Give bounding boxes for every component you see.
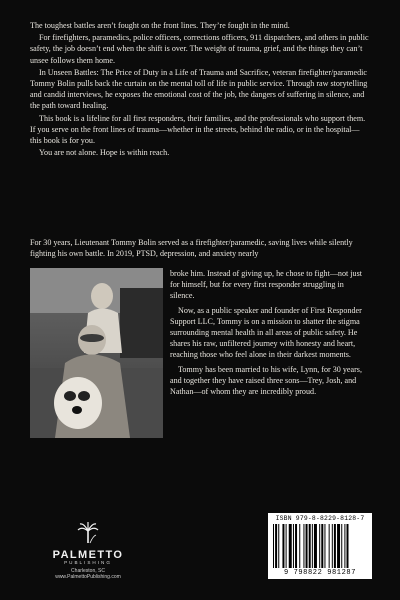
barcode-bars xyxy=(273,524,367,568)
blurb-paragraph: The toughest battles aren’t fought on the front lines. They’re fought in the mind. xyxy=(30,21,290,30)
isbn-number: ISBN 979-8-8229-8128-7 xyxy=(275,515,365,522)
blurb-paragraph: In Unseen Battles: The Price of Duty in a Life of Trauma and Sacrifice, veteran firefighter/paramedic Tommy Bolin pulls back the curtain on the mental toll of life in public service. Through raw storytelling and candid interviews, he exposes the emotional cost of the job, the dangers of suffering in silence, and the path toward healing. xyxy=(30,67,368,111)
author-photo-image xyxy=(30,268,163,438)
palmetto-tree-icon xyxy=(77,522,99,544)
blurb-paragraph: For firefighters, paramedics, police officers, corrections officers, 911 dispatchers, and others in public safety, the job doesn’t end when the shift is over. The weight of trauma, grief, and the things they can’t unsee follows them home. xyxy=(30,33,369,65)
blurb-paragraph: This book is a lifeline for all first responders, their families, and the professionals who support them. If you serve on the front lines of trauma—whether in the streets, behind the radio, or in the hospital—this book is for you. xyxy=(30,113,366,146)
blurb-paragraph: You are not alone. Hope is within reach. xyxy=(39,148,170,158)
isbn-barcode xyxy=(268,513,372,579)
publisher-city: Charleston, SC xyxy=(71,568,105,574)
publisher-logo xyxy=(28,522,148,580)
bio-paragraph: Now, as a public speaker and founder of First Responder Support LLC, Tommy is on a mission to shatter the stigma surrounding mental health in all areas of public safety. He shares his raw, unfiltered journey with honesty and heart, reaching those who feel alone in their darkest moments. xyxy=(170,305,362,360)
author-bio-lead xyxy=(30,237,370,259)
publisher-url: www.PalmettoPublishing.com xyxy=(55,574,121,581)
bio-paragraph: Tommy has been married to his wife, Lynn, for 30 years, and together they have raised three sons—Trey, Josh, and Nathan—of whom they are incredibly proud. xyxy=(170,364,362,397)
bio-paragraph: For 30 years, Lieutenant Tommy Bolin served as a firefighter/paramedic, saving lives while silently fighting his own battle. In 2019, PTSD, depression, and anxiety nearly xyxy=(30,238,353,259)
bio-paragraph: broke him. Instead of giving up, he chose to fight—not just for himself, but for every first responder struggling in silence. xyxy=(170,269,362,301)
barcode-digits: 9 798822 981287 xyxy=(283,569,356,577)
author-bio xyxy=(170,268,370,400)
author-photo xyxy=(30,268,163,438)
back-cover-blurb xyxy=(30,20,370,159)
publisher-sub: PUBLISHING xyxy=(64,560,112,565)
publisher-name: PALMETTO xyxy=(52,549,124,561)
